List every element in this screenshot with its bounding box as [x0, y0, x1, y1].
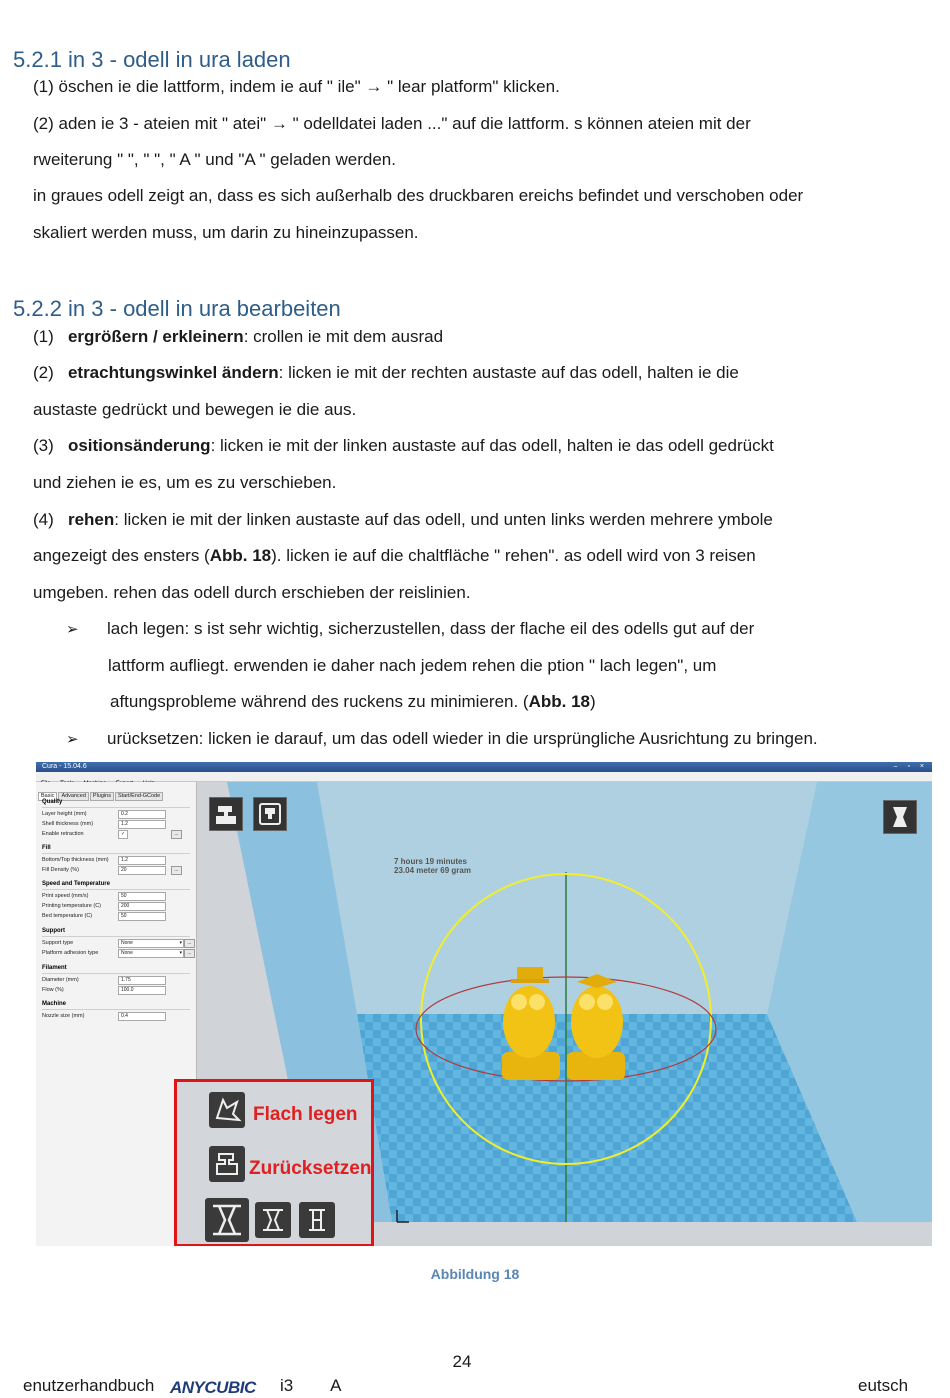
- rotate-tool-icon[interactable]: [205, 1198, 249, 1242]
- mirror-tool-icon[interactable]: [299, 1202, 335, 1238]
- text-run: aftungsprobleme während des ruckens zu minimieren. (: [110, 692, 529, 711]
- retraction-more-button[interactable]: ...: [171, 830, 182, 839]
- step-clear-platform: (1) öschen ie die lattform, indem ie auf " ile" → " lear platform" klicken.: [33, 77, 560, 96]
- lay-flat-icon[interactable]: [209, 1092, 245, 1128]
- tab-advanced[interactable]: Advanced: [58, 792, 88, 801]
- setting-label: Diameter (mm): [42, 977, 79, 983]
- setting-print-temp: [42, 903, 192, 912]
- view-mode-icon[interactable]: [883, 800, 917, 834]
- setting-label: Shell thickness (mm): [42, 821, 94, 827]
- setting-layer-height: [42, 811, 192, 820]
- support-more-button[interactable]: ...: [184, 939, 195, 948]
- fill-more-button[interactable]: ...: [171, 866, 182, 875]
- figure-ref: Abb. 18: [528, 692, 590, 711]
- flow-input[interactable]: 100.0: [118, 986, 166, 995]
- bullet-arrow-icon: ➢: [66, 731, 79, 748]
- menu-bar: [36, 772, 932, 782]
- step-number: (4): [33, 510, 54, 529]
- adhesion-select[interactable]: None ▾: [118, 949, 184, 958]
- step-number: (1): [33, 327, 54, 346]
- step-move: [33, 436, 774, 456]
- note-grey-model: in graues odell zeigt an, dass es sich außerhalb des druckbaren ereichs befindet und verschoben oder: [33, 186, 804, 205]
- setting-label: Printing temperature (C): [42, 903, 101, 909]
- print-temp-input[interactable]: 200: [118, 902, 166, 911]
- bed-temp-input[interactable]: 50: [118, 912, 166, 921]
- filament-usage: 23.04 meter 69 gram: [394, 866, 471, 875]
- step-text: : licken ie mit der linken austaste auf das odell, und unten links werden mehrere ymbole: [114, 510, 773, 529]
- divider: [42, 973, 190, 974]
- setting-support-type: [42, 940, 192, 949]
- setting-diameter: [42, 977, 192, 986]
- adhesion-more-button[interactable]: ...: [184, 949, 195, 958]
- figure-caption: Abbildung 18: [430, 1266, 520, 1282]
- section-speed: Speed and Temperature: [42, 881, 110, 887]
- tab-start-end-gcode[interactable]: Start/End-GCode: [115, 792, 163, 801]
- window-titlebar: [36, 762, 932, 772]
- bullet-lay-flat-cont: lattform aufliegt. erwenden ie daher nach jedem rehen die ption " lach legen", um: [108, 656, 717, 675]
- rotate-tools-callout: [174, 1079, 374, 1246]
- setting-adhesion: [42, 950, 192, 959]
- page-number: 24: [452, 1352, 472, 1371]
- bullet-reset: urücksetzen: licken ie darauf, um das odell wieder in die ursprüngliche Ausrichtung zu bringen.: [107, 729, 818, 748]
- setting-bottom-top: [42, 857, 192, 866]
- figure-ref: Abb. 18: [209, 546, 272, 565]
- step-text: : licken ie mit der rechten austaste auf das odell, halten ie die: [278, 363, 739, 382]
- section-fill: Fill: [42, 845, 51, 851]
- step-load-files: (2) aden ie 3 - ateien mit " atei" → " odelldatei laden ..." auf die lattform. s können ateien mit der: [33, 114, 751, 133]
- divider: [42, 889, 190, 890]
- setting-label: Nozzle size (mm): [42, 1013, 85, 1019]
- setting-retraction: [42, 831, 192, 840]
- print-time: 7 hours 19 minutes: [394, 857, 467, 866]
- setting-fill-density: [42, 867, 192, 876]
- bottom-top-input[interactable]: 1.2: [118, 856, 166, 865]
- section-filament: Filament: [42, 965, 67, 971]
- text-run: ). licken ie auf die chaltfläche " rehen". as odell wird von 3 reisen: [271, 546, 756, 565]
- retraction-checkbox[interactable]: ✓: [118, 830, 128, 839]
- divider: [42, 936, 190, 937]
- section-quality: Quality: [42, 799, 63, 805]
- step-zoom: [33, 327, 443, 347]
- section-heading-5-2-1: 5.2.1 in 3 - odell in ura laden: [13, 47, 291, 72]
- setting-label: Print speed (mm/s): [42, 893, 89, 899]
- setting-label: Flow (%): [42, 987, 64, 993]
- print-time-estimate: [394, 857, 471, 875]
- step-title: ergrößern / erkleinern: [67, 327, 244, 346]
- footer-model: i3 A: [280, 1376, 342, 1395]
- reset-icon[interactable]: [209, 1146, 245, 1182]
- setting-label: Enable retraction: [42, 831, 84, 837]
- step-text: : crollen ie mit dem ausrad: [243, 327, 444, 346]
- window-controls[interactable]: – ▫ ×: [893, 763, 928, 770]
- section-support: Support: [42, 928, 65, 934]
- setting-label: Bottom/Top thickness (mm): [42, 857, 109, 863]
- step-rotate-cont2: umgeben. rehen das odell durch erschieben der reislinien.: [33, 583, 471, 602]
- step-view-angle-cont: austaste gedrückt und bewegen ie die aus.: [33, 400, 357, 419]
- nozzle-input[interactable]: 0.4: [118, 1012, 166, 1021]
- setting-print-speed: [42, 893, 192, 902]
- step-number: (2): [33, 363, 54, 382]
- step-text: : licken ie mit der linken austaste auf das odell, halten ie das odell gedrückt: [210, 436, 774, 455]
- setting-nozzle: [42, 1013, 192, 1022]
- divider: [42, 807, 190, 808]
- setting-flow: [42, 987, 192, 996]
- step-load-files-cont: rweiterung " ", " ", " A " und "A " geladen werden.: [33, 150, 396, 169]
- print-speed-input[interactable]: 50: [118, 892, 166, 901]
- step-rotate-cont: [33, 546, 756, 566]
- footer-left: enutzerhandbuch: [23, 1376, 155, 1395]
- divider: [42, 1009, 190, 1010]
- section-machine: Machine: [42, 1001, 67, 1007]
- footer-language: eutsch: [858, 1376, 909, 1395]
- step-rotate: [33, 510, 773, 530]
- note-grey-model-cont: skaliert werden muss, um darin zu hineinzupassen.: [33, 223, 419, 242]
- bullet-lay-flat-cont2: [110, 692, 596, 712]
- diameter-input[interactable]: 1.75: [118, 976, 166, 985]
- settings-panel: [36, 782, 197, 1246]
- setting-label: Platform adhesion type: [42, 950, 99, 956]
- step-move-cont: und ziehen ie es, um es zu verschieben.: [33, 473, 337, 492]
- step-title: rehen: [67, 510, 115, 529]
- tab-basic[interactable]: Basic: [38, 792, 57, 801]
- text-run: angezeigt des ensters (: [33, 546, 210, 565]
- tab-plugins[interactable]: Plugins: [90, 792, 114, 801]
- step-title: etrachtungswinkel ändern: [67, 363, 279, 382]
- setting-label: Layer height (mm): [42, 811, 87, 817]
- layer-height-input[interactable]: 0.2: [118, 810, 166, 819]
- lay-flat-label: Flach legen: [253, 1104, 358, 1125]
- load-model-icon[interactable]: [209, 797, 243, 831]
- shell-input[interactable]: 1.2: [118, 820, 166, 829]
- step-number: (3): [33, 436, 54, 455]
- step-view-angle: [33, 363, 739, 383]
- setting-shell: [42, 821, 192, 830]
- build-volume-back-wall: [317, 782, 817, 1014]
- divider: [42, 853, 190, 854]
- reset-label: Zurücksetzen: [249, 1158, 372, 1179]
- scale-tool-icon[interactable]: [255, 1202, 291, 1238]
- print-save-icon[interactable]: [253, 797, 287, 831]
- anycubic-logo: ANYCUBIC: [170, 1378, 256, 1397]
- section-heading-5-2-2: 5.2.2 in 3 - odell in ura bearbeiten: [13, 296, 341, 321]
- fill-density-input[interactable]: 20: [118, 866, 166, 875]
- support-type-select[interactable]: None ▾: [118, 939, 184, 948]
- text-run: ): [590, 692, 596, 711]
- bullet-lay-flat: lach legen: s ist sehr wichtig, sicherzustellen, dass der flache eil des odells gut auf der: [107, 619, 755, 638]
- setting-label: Bed temperature (C): [42, 913, 93, 919]
- setting-label: Fill Density (%): [42, 867, 79, 873]
- setting-bed-temp: [42, 913, 192, 922]
- cura-screenshot: [36, 762, 932, 1246]
- settings-tabs: [38, 784, 164, 799]
- window-title: Cura - 15.04.6: [42, 763, 87, 770]
- bullet-arrow-icon: ➢: [66, 621, 79, 638]
- step-title: ositionsänderung: [67, 436, 211, 455]
- setting-label: Support type: [42, 940, 74, 946]
